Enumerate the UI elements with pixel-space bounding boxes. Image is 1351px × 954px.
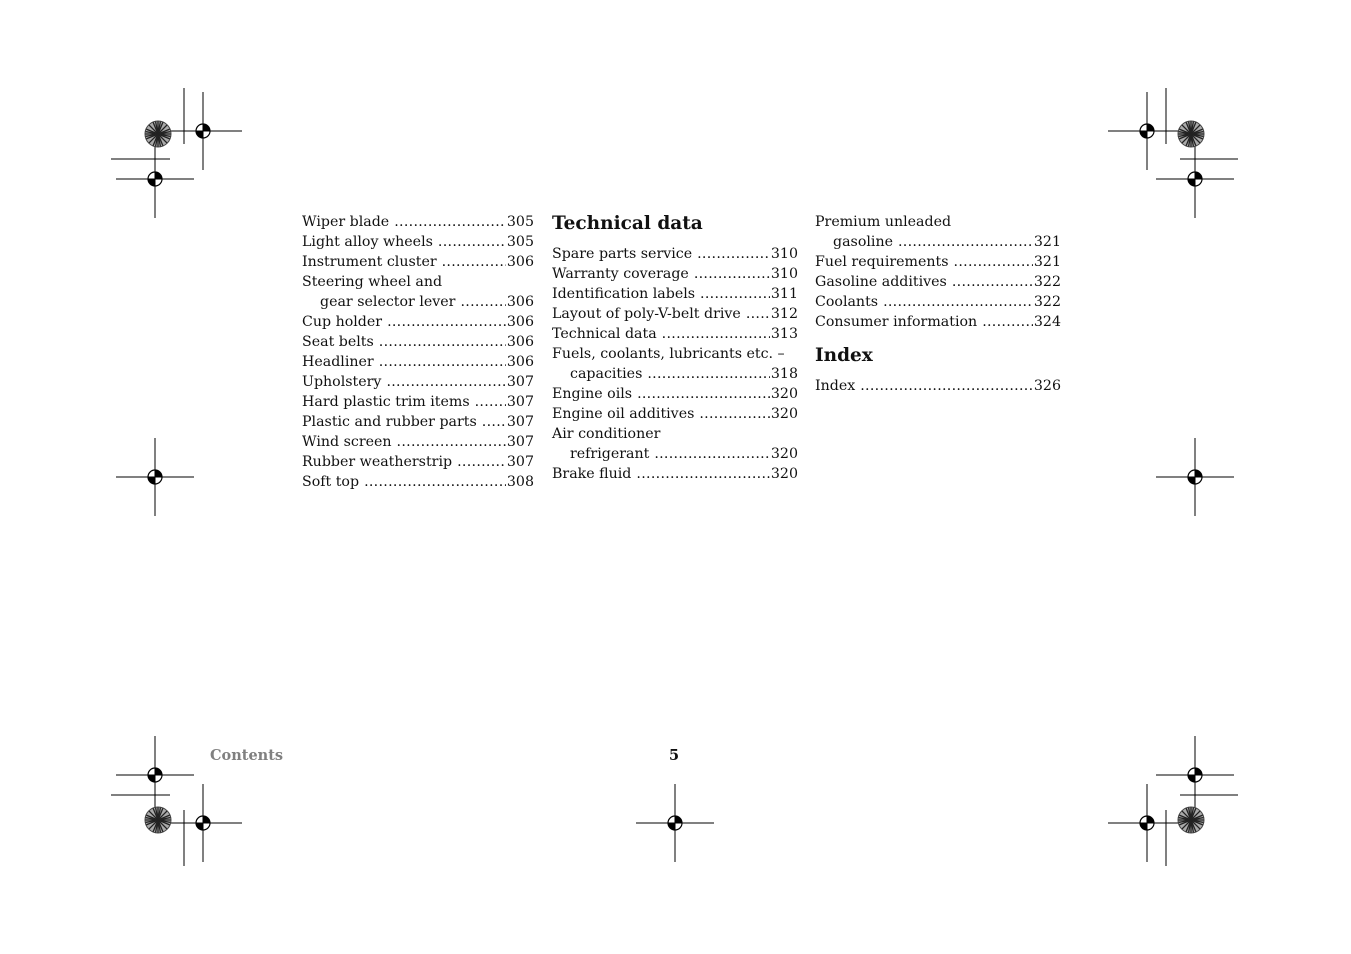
toc-entry[interactable]	[815, 272, 1061, 292]
toc-entry[interactable]	[815, 212, 1061, 252]
toc-entry-label: Premium unleaded	[815, 214, 952, 230]
dot-leader	[386, 372, 505, 392]
toc-entry-label: Fuel requirements	[815, 254, 949, 270]
dot-leader	[699, 404, 770, 424]
toc-entry[interactable]	[302, 232, 534, 252]
toc-entry-label: Headliner	[302, 354, 374, 370]
toc-entry-page: 312	[770, 306, 798, 322]
toc-entry-label: Instrument cluster	[302, 254, 437, 270]
toc-entry[interactable]	[552, 384, 798, 404]
toc-column-2	[552, 212, 798, 484]
toc-entry-page: 307	[506, 394, 534, 410]
toc-entry-page: 306	[506, 254, 534, 270]
toc-entry-label: Spare parts service	[552, 246, 693, 262]
toc-entry-label: Plastic and rubber parts	[302, 414, 477, 430]
dot-leader	[694, 264, 770, 284]
dot-leader	[438, 232, 506, 252]
toc-column-1	[302, 212, 534, 492]
toc-entry-page: 306	[506, 294, 534, 310]
toc-entry-page: 326	[1033, 378, 1061, 394]
dot-leader	[379, 352, 506, 372]
toc-entry[interactable]	[815, 376, 1061, 396]
toc-entry-page: 320	[770, 406, 798, 422]
toc-entry-page: 322	[1033, 274, 1061, 290]
dot-leader	[457, 452, 506, 472]
dot-leader	[898, 232, 1033, 252]
dot-leader	[954, 252, 1033, 272]
dot-leader	[697, 244, 770, 264]
toc-entry-label: Soft top	[302, 474, 360, 490]
toc-entry-label: Coolants	[815, 294, 879, 310]
dot-leader	[982, 312, 1033, 332]
toc-entry[interactable]	[815, 252, 1061, 272]
toc-entry[interactable]	[302, 352, 534, 372]
dot-leader	[460, 292, 505, 312]
toc-entry-page: 305	[506, 214, 534, 230]
toc-entry-page: 306	[506, 354, 534, 370]
toc-entry-label-continued: capacities	[570, 366, 643, 382]
toc-entry-page: 305	[506, 234, 534, 250]
section-heading: Technical data	[552, 213, 703, 234]
toc-entry-label-continued: gear selector lever	[320, 294, 456, 310]
dot-leader	[394, 212, 506, 232]
footer-section-title: Contents	[210, 747, 284, 764]
toc-entry-page: 310	[770, 266, 798, 282]
toc-entry-page: 313	[770, 326, 798, 342]
dot-leader	[662, 324, 770, 344]
toc-entry-label: Seat belts	[302, 334, 374, 350]
dot-leader	[860, 376, 1033, 396]
toc-entry-page: 307	[506, 374, 534, 390]
toc-entry[interactable]	[552, 324, 798, 344]
dot-leader	[700, 284, 770, 304]
toc-entry[interactable]	[302, 312, 534, 332]
dot-leader	[654, 444, 770, 464]
toc-entry-label-continued: refrigerant	[570, 446, 650, 462]
dot-leader	[482, 412, 506, 432]
toc-entry[interactable]	[302, 392, 534, 412]
toc-entry-label: Gasoline additives	[815, 274, 947, 290]
toc-entry[interactable]	[552, 424, 798, 464]
toc-entry-page: 318	[770, 366, 798, 382]
toc-entry[interactable]	[302, 212, 534, 232]
toc-column-3	[815, 212, 1061, 396]
toc-entry[interactable]	[815, 292, 1061, 312]
dot-leader	[379, 332, 506, 352]
toc-entry-page: 307	[506, 414, 534, 430]
toc-entry-page: 321	[1033, 254, 1061, 270]
dot-leader	[364, 472, 506, 492]
dot-leader	[637, 384, 770, 404]
toc-entry[interactable]	[302, 432, 534, 452]
toc-entry-page: 320	[770, 466, 798, 482]
toc-entry-label: Steering wheel and	[302, 274, 443, 290]
dot-leader	[647, 364, 770, 384]
dot-leader	[387, 312, 506, 332]
toc-entry[interactable]	[815, 312, 1061, 332]
page-number: 5	[669, 747, 680, 764]
toc-entry-page: 320	[770, 446, 798, 462]
toc-entry-page: 324	[1033, 314, 1061, 330]
toc-entry-page: 321	[1033, 234, 1061, 250]
toc-entry[interactable]	[302, 272, 534, 312]
toc-entry-page: 306	[506, 314, 534, 330]
toc-entry-label: Engine oil additives	[552, 406, 695, 422]
toc-entry-label: Wind screen	[302, 434, 392, 450]
dot-leader	[636, 464, 770, 484]
toc-entry-page: 307	[506, 434, 534, 450]
toc-entry[interactable]	[552, 404, 798, 424]
toc-entry-label: Hard plastic trim items	[302, 394, 470, 410]
toc-entry-label: Air conditioner	[552, 426, 661, 442]
toc-entry-page: 307	[506, 454, 534, 470]
toc-entry-page: 322	[1033, 294, 1061, 310]
toc-entry[interactable]	[552, 464, 798, 484]
toc-entry-label: Engine oils	[552, 386, 633, 402]
toc-entry-label: Rubber weatherstrip	[302, 454, 453, 470]
toc-entry-page: 311	[770, 286, 798, 302]
dot-leader	[883, 292, 1033, 312]
toc-entry[interactable]	[552, 304, 798, 324]
toc-entry-label: Warranty coverage	[552, 266, 689, 282]
toc-entry[interactable]	[302, 452, 534, 472]
dot-leader	[475, 392, 506, 412]
toc-entry[interactable]	[302, 252, 534, 272]
toc-entry-label: Consumer information	[815, 314, 978, 330]
toc-entry-label: Upholstery	[302, 374, 382, 390]
toc-entry-label: Cup holder	[302, 314, 383, 330]
toc-entry[interactable]	[552, 264, 798, 284]
dot-leader	[952, 272, 1033, 292]
toc-entry[interactable]	[302, 372, 534, 392]
toc-entry-page: 320	[770, 386, 798, 402]
toc-entry-label: Identification labels	[552, 286, 696, 302]
toc-entry-label: Layout of poly-V-belt drive	[552, 306, 741, 322]
toc-entry[interactable]	[302, 412, 534, 432]
section-heading: Index	[815, 345, 873, 366]
toc-entry[interactable]	[552, 284, 798, 304]
toc-entry-page: 310	[770, 246, 798, 262]
toc-entry[interactable]	[302, 472, 534, 492]
toc-entry-label: Technical data	[552, 326, 657, 342]
dot-leader	[746, 304, 770, 324]
toc-entry[interactable]	[552, 244, 798, 264]
toc-entry-label: Index	[815, 378, 856, 394]
toc-entry-page: 306	[506, 334, 534, 350]
toc-entry-label: Light alloy wheels	[302, 234, 433, 250]
dot-leader	[397, 432, 506, 452]
toc-entry-label: Fuels, coolants, lubricants etc. –	[552, 346, 785, 362]
toc-entry-page: 308	[506, 474, 534, 490]
toc-entry[interactable]	[552, 344, 798, 384]
toc-entry-label-continued: gasoline	[833, 234, 893, 250]
dot-leader	[442, 252, 506, 272]
toc-entry[interactable]	[302, 332, 534, 352]
toc-entry-label: Wiper blade	[302, 214, 390, 230]
toc-entry-label: Brake fluid	[552, 466, 632, 482]
